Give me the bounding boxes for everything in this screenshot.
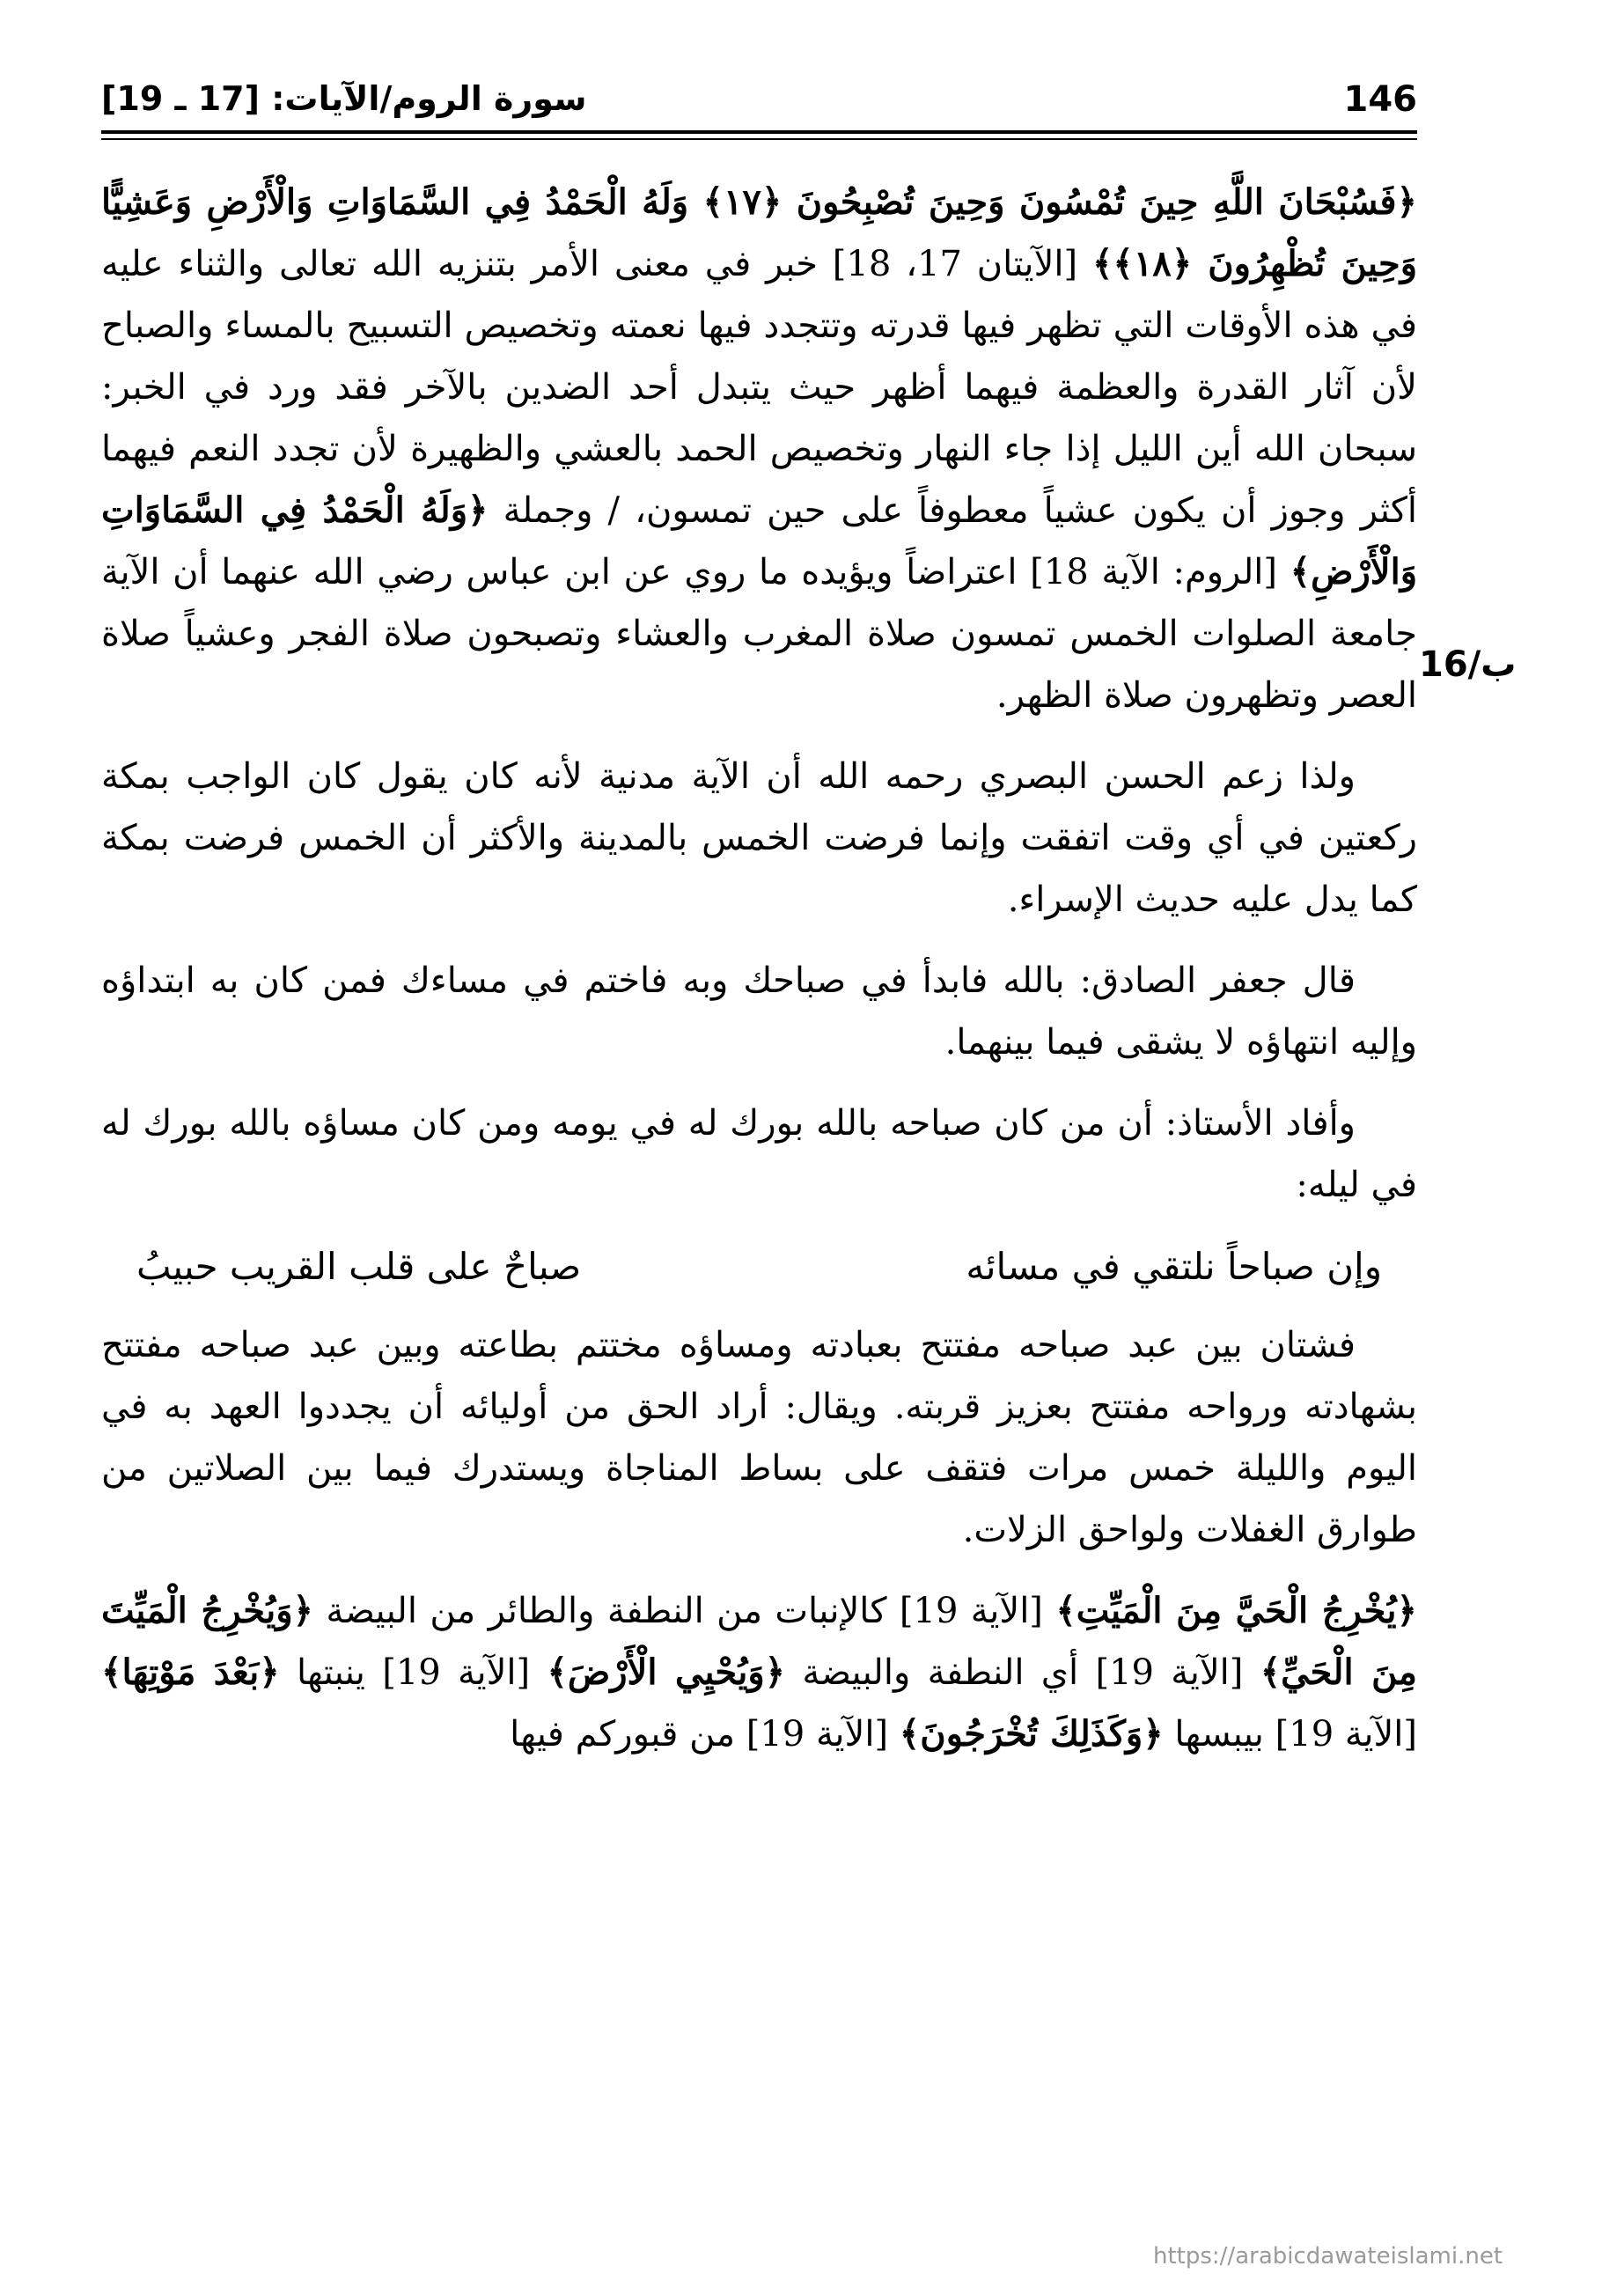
- header-rule-thick: [101, 130, 1417, 134]
- commentary-text: [الآية 19] أي النطفة والبيضة: [785, 1652, 1260, 1693]
- commentary-text: فشتان بين عبد صباحه مفتتح بعبادته ومساؤه مختتم بطاعته وبين عبد صباحه مفتتح بشهادته ورواحه مفتتح بعزيز قربته. ويقال: أراد الحق من أوليائه أن يجددوا العهد به في اليوم والليلة خمس مرات فتقف على بساط المناجاة ويستدرك فيما بين الصلاتين من طوارق الغفلات ولواحق الزلات.: [101, 1325, 1417, 1550]
- quran-verse: ﴿وَيُحْيِي الْأَرْضَ﴾: [547, 1652, 786, 1693]
- source-watermark: https://arabicdawateislami.net: [1153, 2243, 1503, 2270]
- paragraph-1: [101, 172, 1417, 726]
- commentary-text: [الروم: الآية 18] اعتراضاً ويؤيده ما روي عن ابن عباس رضي الله عنهما أن الآية جامعة الصلوات الخمس تمسون صلاة المغرب والعشاء وتصبحون صلاة الفجر وعشياً صلاة العصر وتظهرون صلاة الظهر.: [101, 552, 1417, 716]
- quran-verse: ﴿وَكَذَلِكَ تُخْرَجُونَ﴾: [899, 1713, 1164, 1755]
- quran-verse: ﴿يُخْرِجُ الْحَيَّ مِنَ الْمَيِّتِ﴾: [1055, 1590, 1417, 1631]
- commentary-text: قال جعفر الصادق: بالله فابدأ في صباحك وبه فاختم في مساءك فمن كان به ابتداؤه وإليه انتهاؤه لا يشقى فيما بينهما.: [101, 960, 1417, 1063]
- poem-hemistich-second: صباحٌ على قلب القريب حبيبُ: [136, 1245, 582, 1288]
- paragraph-5: [101, 1314, 1417, 1561]
- page-body: [101, 172, 1417, 1784]
- commentary-text: [الآية 19] بيبسها: [1163, 1714, 1417, 1755]
- poem-hemistich-first: وإن صباحاً نلتقي في مسائه: [966, 1245, 1382, 1288]
- quran-verse: ﴿بَعْدَ مَوْتِهَا﴾: [101, 1652, 280, 1693]
- page-number: 146: [1343, 79, 1417, 120]
- quran-verse: ﴿وَلَهُ الْحَمْدُ فِي السَّمَاوَاتِ وَالْأَرْضِ﴾: [101, 489, 1418, 592]
- commentary-text: وأفاد الأستاذ: أن من كان صباحه بالله بورك له في يومه ومن كان مساؤه بالله بورك له في ليله:: [101, 1103, 1417, 1205]
- paragraph-3: [101, 950, 1417, 1073]
- quran-verse: ﴿فَسُبْحَانَ اللَّهِ حِينَ تُمْسُونَ وَحِينَ تُصْبِحُونَ ﴿١٧﴾ وَلَهُ الْحَمْدُ فِي السَّمَاوَاتِ وَالْأَرْضِ وَعَشِيًّا وَحِينَ تُظْهِرُونَ ﴿١٨﴾﴾: [101, 181, 1418, 284]
- poem-verse: [101, 1235, 1417, 1298]
- quran-verse: ﴿وَيُخْرِجُ الْمَيِّتَ مِنَ الْحَيِّ﴾: [101, 1590, 1417, 1693]
- commentary-text: [الآيتان 17، 18] خبر في معنى الأمر بتنزيه الله تعالى والثناء عليه في هذه الأوقات التي تظهر فيها قدرته وتتجدد فيها نعمته وتخصيص التسبيح بالمساء والصباح لأن آثار القدرة والعظمة فيهما أظهر حيث يتبدل أحد الضدين بالآخر فقد ورد في الخبر: سبحان الله أين الليل إذا جاء النهار وتخصيص الحمد بالعشي والظهيرة لأن تجدد النعم فيهما أكثر وجوز أن يكون عشياً معطوفاً على حين تمسون، / وجملة: [101, 244, 1418, 531]
- running-title: سورة الروم/الآيات: [17 ـ 19]: [101, 79, 587, 118]
- paragraph-2: [101, 746, 1417, 931]
- commentary-text: [الآية 19] كالإنبات من النطفة والطائر من البيضة: [312, 1591, 1056, 1631]
- header-rule-thin: [101, 138, 1417, 140]
- paragraph-6: [101, 1580, 1417, 1765]
- paragraph-4: [101, 1093, 1417, 1216]
- page-header: [101, 79, 1417, 132]
- commentary-text: [الآية 19] ينبتها: [279, 1652, 547, 1693]
- commentary-text: ولذا زعم الحسن البصري رحمه الله أن الآية مدنية لأنه كان يقول كان الواجب بمكة ركعتين في أي وقت اتفقت وإنما فرضت الخمس بالمدينة والأكثر أن الخمس فرضت بمكة كما يدل عليه حديث الإسراء.: [101, 756, 1417, 920]
- commentary-text: [الآية 19] من قبوركم فيها: [510, 1714, 900, 1755]
- margin-folio-note: 16/ب: [1419, 644, 1517, 685]
